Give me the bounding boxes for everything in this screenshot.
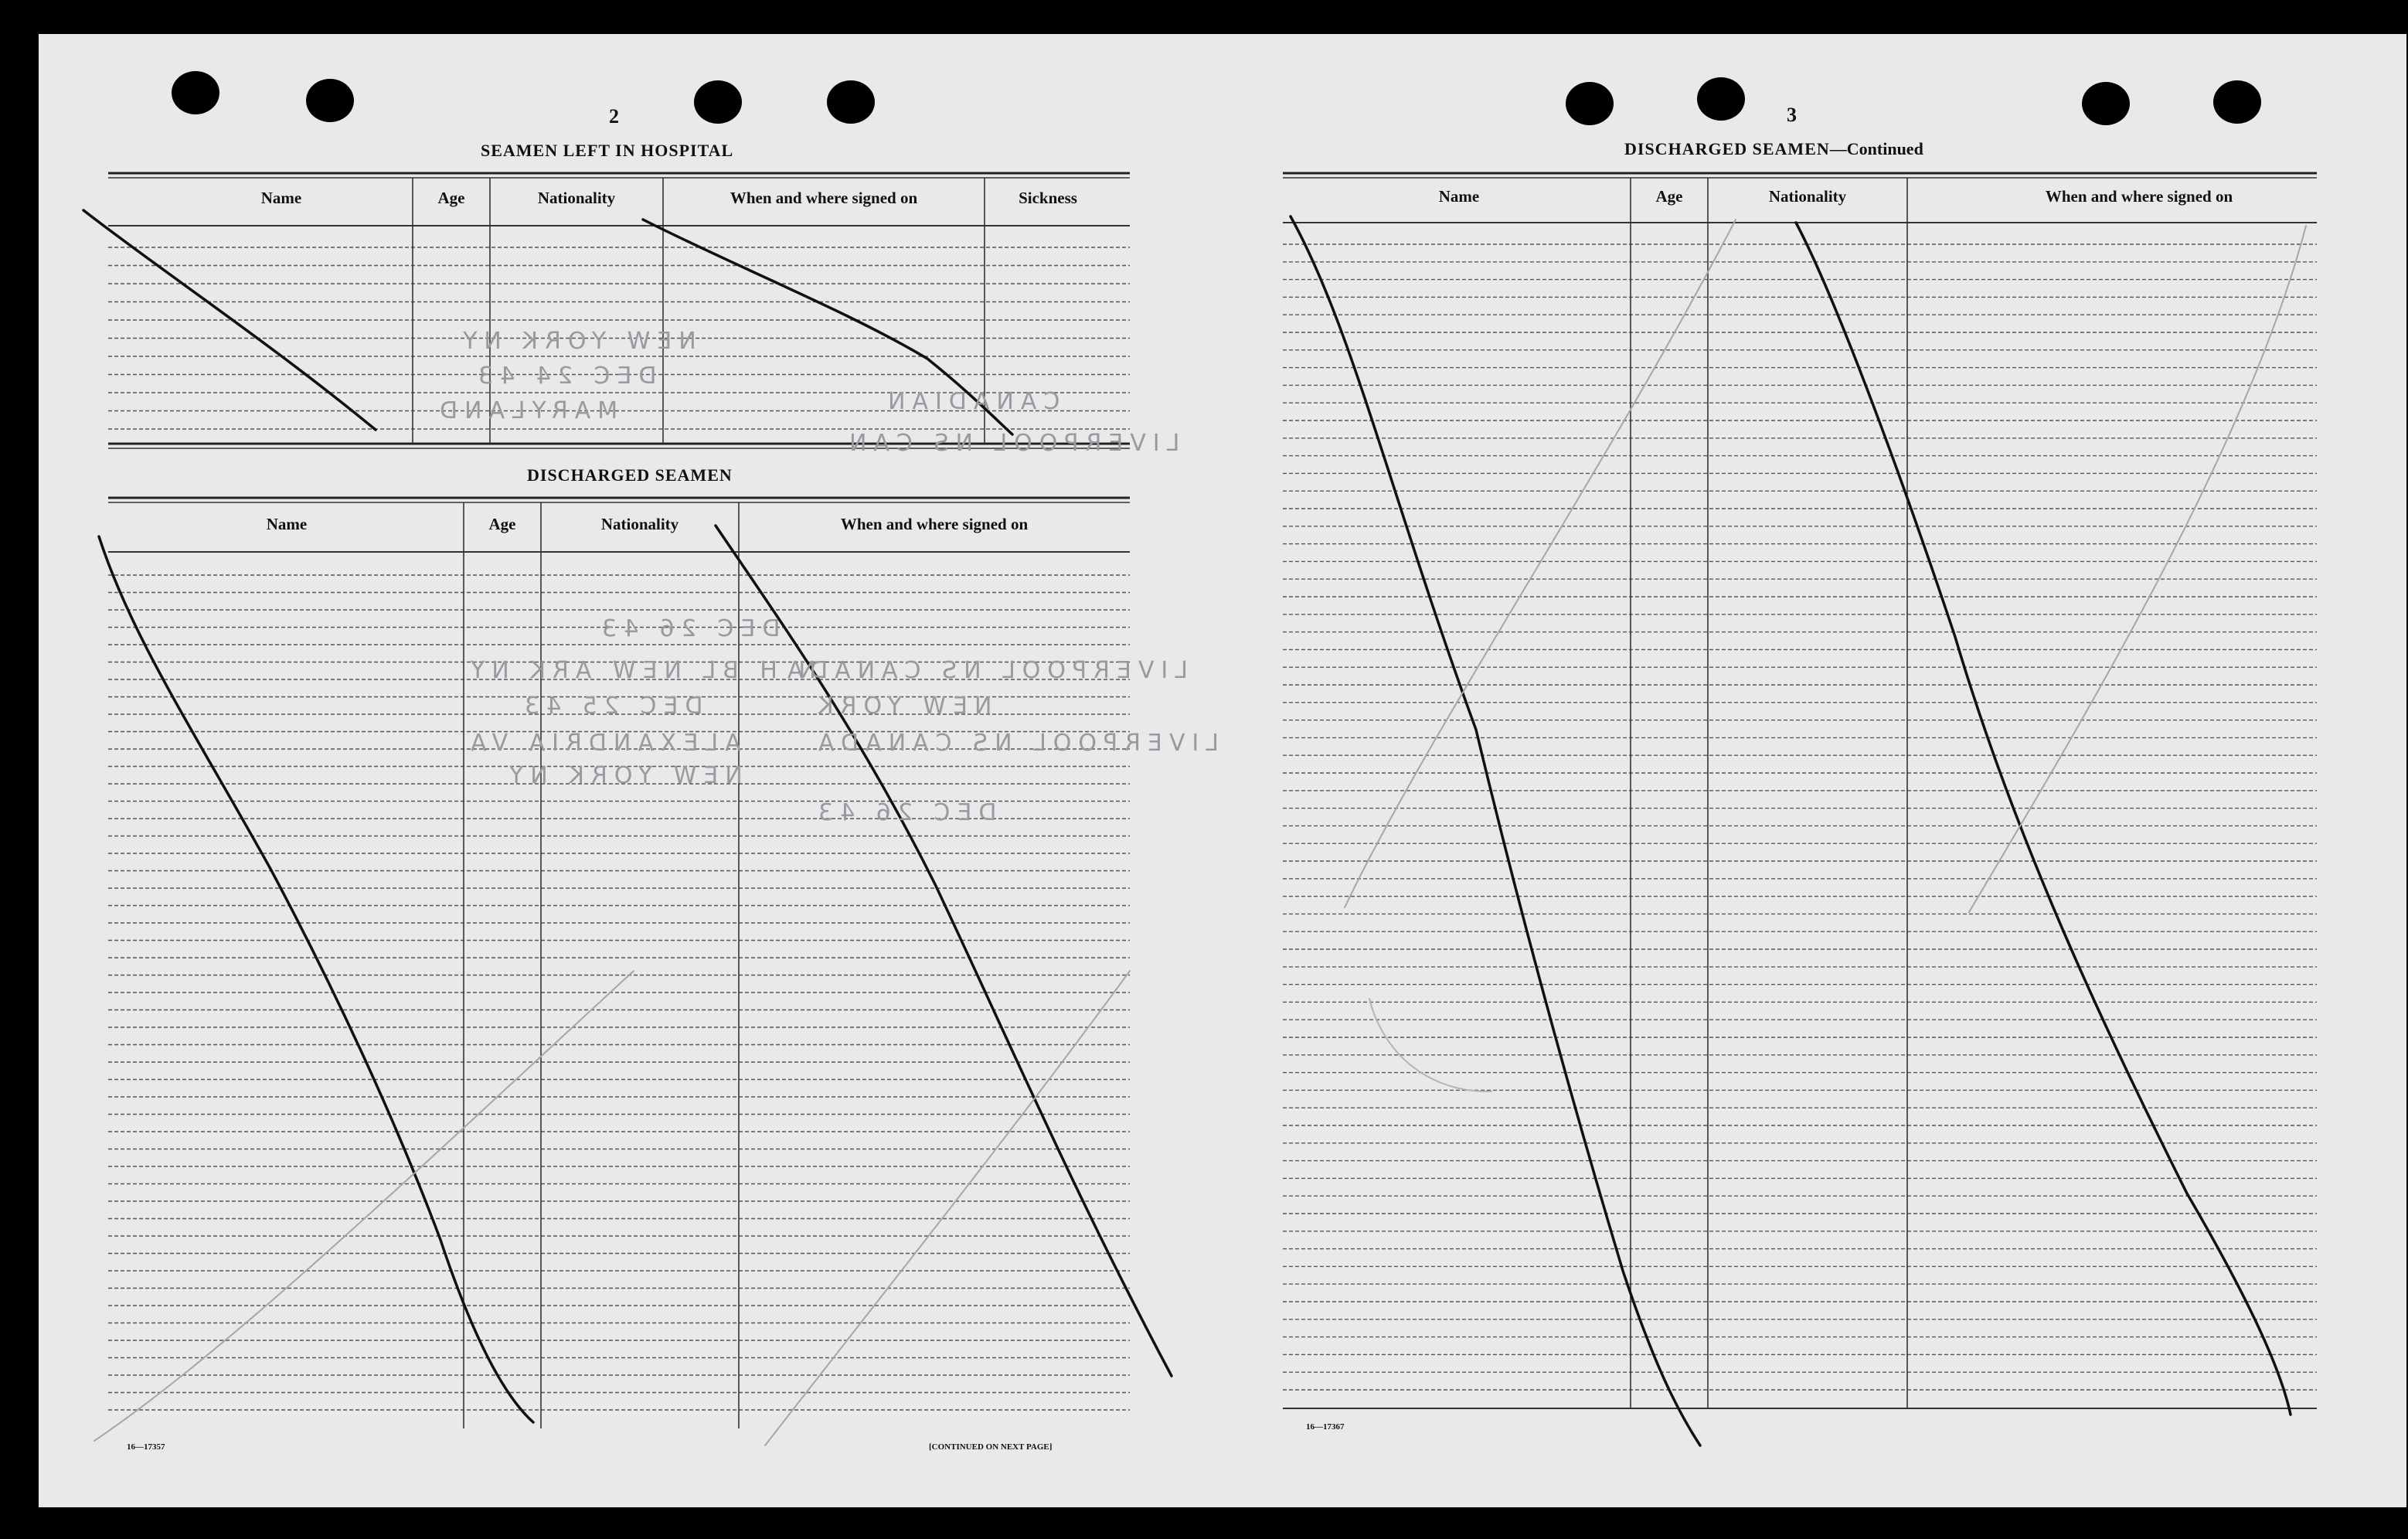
faint-handwriting: NEW YORK xyxy=(811,693,992,720)
pencil-stroke xyxy=(1345,220,1736,907)
hospital-section-title: SEAMEN LEFT IN HOSPITAL xyxy=(481,141,734,160)
faint-handwriting: DEC 24 43 xyxy=(471,363,657,390)
discharged-col-signed-on: When and where signed on xyxy=(840,515,1029,533)
strike-stroke xyxy=(1291,216,1700,1445)
right-col-age: Age xyxy=(1655,187,1683,206)
faint-handwriting: LIVERPOOL NS CANADA xyxy=(781,657,1189,684)
right-col-signed-on: When and where signed on xyxy=(2045,187,2233,206)
page-number-left: 2 xyxy=(609,105,619,128)
pencil-stroke xyxy=(765,971,1130,1445)
right-col-name: Name xyxy=(1438,187,1480,206)
faint-handwriting: CANADIAN xyxy=(881,388,1060,415)
hospital-col-sickness: Sickness xyxy=(1019,189,1077,207)
faint-handwriting: DEC 26 43 xyxy=(595,615,781,642)
faint-handwriting: ALEXANDRIA VA xyxy=(464,730,741,757)
hospital-col-signed-on: When and where signed on xyxy=(730,189,918,207)
form-number-right: 16—17367 xyxy=(1306,1422,1345,1432)
page-number-right: 3 xyxy=(1787,104,1797,126)
strike-stroke xyxy=(1796,223,2291,1415)
right-title-main: DISCHARGED SEAMEN xyxy=(1624,139,1830,158)
pencil-stroke xyxy=(1969,226,2306,912)
right-title-suffix: —Continued xyxy=(1829,139,1923,158)
pencil-stroke xyxy=(1369,999,1491,1091)
strike-stroke xyxy=(716,526,1172,1376)
hospital-col-age: Age xyxy=(437,189,465,207)
faint-handwriting: NEW YORK NY xyxy=(456,328,696,355)
form-ruling xyxy=(39,34,2406,1507)
discharged-section-title: DISCHARGED SEAMEN xyxy=(527,465,733,485)
faint-handwriting: N H BL NEW ARK NY xyxy=(464,657,816,684)
discharged-col-age: Age xyxy=(488,515,516,533)
discharged-col-name: Name xyxy=(266,515,308,533)
faint-handwriting: DEC 25 43 xyxy=(518,693,703,720)
form-number-left: 16—17357 xyxy=(127,1442,165,1452)
faint-handwriting: LIVERPOOL NS CAN xyxy=(842,430,1180,457)
faint-handwriting: NEW YORK NY xyxy=(502,762,743,789)
faint-handwriting: LIVERPOOL NS CANADA xyxy=(811,730,1219,757)
right-col-nationality: Nationality xyxy=(1768,187,1847,206)
faint-handwriting: MARYLAND xyxy=(433,397,618,424)
faint-handwriting: DEC 26 43 xyxy=(811,799,997,826)
hospital-col-name: Name xyxy=(260,189,302,207)
hospital-col-nationality: Nationality xyxy=(537,189,616,207)
discharged-col-nationality: Nationality xyxy=(600,515,679,533)
document-sheet xyxy=(39,34,2406,1507)
continued-note: [CONTINUED ON NEXT PAGE] xyxy=(929,1442,1053,1452)
pencil-stroke xyxy=(94,971,634,1441)
right-section-title xyxy=(1624,139,1923,159)
